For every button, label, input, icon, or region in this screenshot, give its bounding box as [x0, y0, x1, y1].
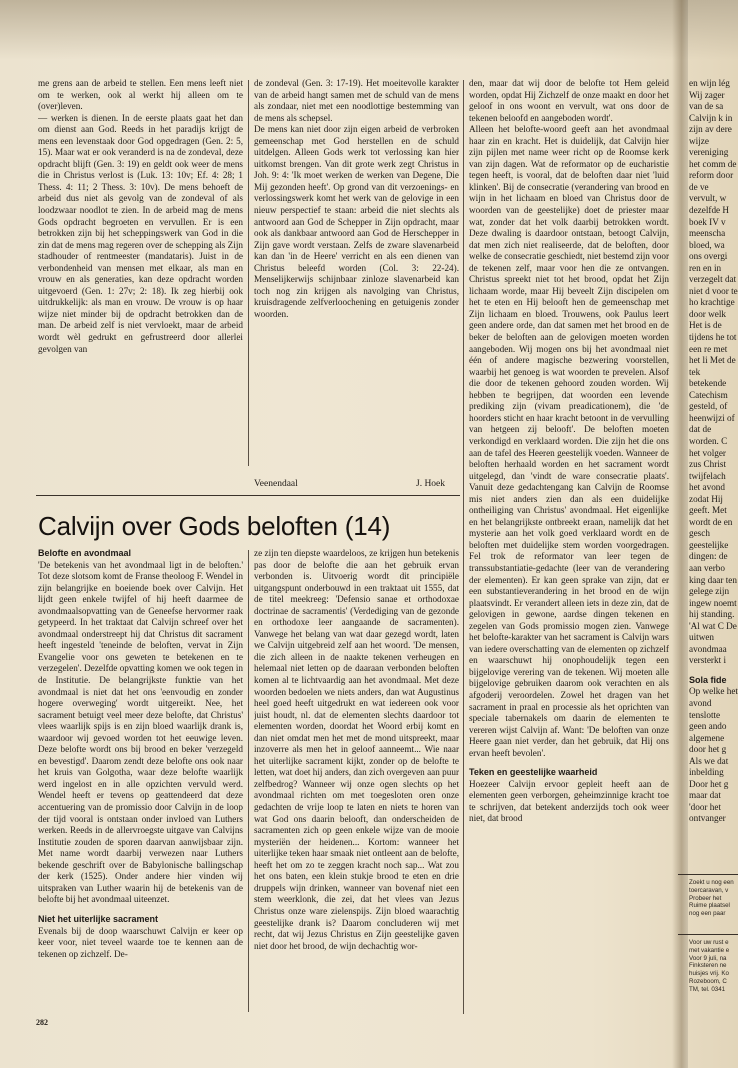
article-author: J. Hoek	[416, 479, 446, 489]
page-fold-shadow	[672, 0, 688, 1068]
article-column-2	[254, 548, 459, 1016]
paragraph: ze zijn ten diepste waardeloos, ze krijgen hun betekenis pas door de belofte die aan het gebruik ervan verbonden is. Uitvoerig wordt dit principiële uitgangspunt onderbouwd in een traktaat uit 1555, dat de titel meekreeg: 'Defensio sanae et orthodoxae doctrinae de sacramentis' (Verdediging van de gezonde en orthodoxe leer aangaande de sacramenten). Vanwege het belang van wat daar gezegd wordt, laten we Calvijn uitgebreid zelf aan het woord. 'De mensen, die zich alleen in de naakte tekenen verheugen en helemaal niet letten op de daaraan verbonden beloften komen al te lichtvaardig aan het avondmaal. Met deze woorden bedoelen we niets anders, dan wat Augustinus heel goed heeft uitgedrukt en wat iedereen ook voor juist houdt, nl. dat de elementen slechts daardoor tot elementen worden, doordat het Woord erbij komt en dan niet omdat men het met de mond uitspreekt, maar inzoverre als men het in geloof aanneemt... Wie naar het uiterlijke sacrament kijkt, zonder op de belofte te letten, wat doet hij anders, dan zich overgeven aan puur zelfbedrog? Wanneer wij onze ogen slechts op het avondmaal richten om met toegesloten oren onze gedachten de vrije loop te laten en niets te horen van wat God ons daarin belooft, dan onderscheiden de sacramenten zich op geen enkele wijze van de mooie mysteriën der heidenen... Kortom: wanneer het uiterlijke teken haar smaak niet ontleent aan de belofte, heeft het om zo te zeggen kracht noch sap... Wat zou het ons baten, een klein stukje brood te eten en drie druppels wijn drinken, wanneer van bovenaf niet een stem weerklonk, die zei, dat het vlees van Jezus Christus onze ware zielenspijs. Zijn bloed waarachtig geestelijke drank is? Daarom concluderen wij met recht, dat wij Jezus Christus en Zijn geestelijke gaven niet door het brood, de wijn dechachtig wor-	[254, 548, 459, 951]
page-number: 282	[36, 1018, 48, 1027]
article-column-1	[38, 548, 243, 1016]
top-article-column-1	[38, 78, 243, 470]
article-column-3	[469, 78, 669, 1016]
section-heading: Teken en geestelijke waarheid	[469, 767, 598, 778]
top-article-column-2	[254, 78, 459, 470]
paragraph: Hoezeer Calvijn ervoor gepleit heeft aan de elementen geen verborgen, geheimzinnige kracht toe te schrijven, dat betekent anderzijds toch ook weer niet, dat brood	[469, 778, 669, 824]
paragraph: me grens aan de arbeid te stellen. Een mens leeft niet om te werken, ook al werkt hij alleen om te (over)leven.	[38, 78, 243, 112]
paragraph: de zondeval (Gen. 3: 17-19). Het moeitevolle karakter van de arbeid hangt samen met de schuld van de mens als zondaar, niet met een noodlottige bestemming van de mens als schepsel.	[254, 78, 459, 123]
paragraph: 'De betekenis van het avondmaal ligt in de beloften.' Tot deze slotsom komt de Franse theoloog F. Wendel in zijn belangrijke en boeiende boek over Calvijn. Het lijdt geen enkele twijfel of hij heeft daarmee de avondmaalsopvatting van de Geneefse hervormer raak getypeerd. In het traktaat dat Calvijn schreef over het avondmaal onderstreept hij dat Christus dit sacrament heeft ingesteld 'teneinde de beloften, vervat in Zijn Evangelie voor ons geweten te betekenen en te verzegelen'. Dezelfde opvatting komen we ook tegen in de Institutie. De belangrijkste funktie van het avondmaal is niet dat het ons 'eenvoudig en zonder hogere overweging' wordt uitgereikt. Nee, het sacrament betuigt veel meer deze belofte, dat Christus' vlees waarlijk spijs is en zijn bloed waarlijk drank is, waardoor wij gevoed worden tot het eeuwige leven. Deze belofte wordt ons bij brood en beker 'verzegeld en bevestigd'. Daarom zendt deze belofte ons ook naar het kruis van Golgotha, waar deze belofte waarlijk werd ingelost en in alle opzichten vervuld werd. Wendel heeft er tevens op geattendeerd dat deze accentuering van de promissio door Calvijn in de loop der tijd vooral is ontstaan onder invloed van Luthers werken. Reeds in de allervroegste uitgave van Calvijns Institutie zouden de sporen daarvan aanwijsbaar zijn. Met name wordt daarbij verwezen naar Luthers bekende geschrift over de Babylonische ballingschap der kerk (1525). Onder andere hier vinden wij uitspraken van Luther waarin hij de betekenis van de belofte bij het avondmaal uiteenzet.	[38, 559, 243, 905]
paragraph: — werken is dienen. In de eerste plaats gaat het dan om dienst aan God. Reeds in het paradijs krijgt de mens een levenstaak door God opgedragen (Gen. 2: 5, 15). Maar wat er ook veranderd is na de zondeval, deze opdracht blijft (Gen. 3: 19) en geldt ook weer de mens die in Christus verlost is (Luk. 13: 10v; Ef. 4: 28; 1 Thess. 4: 11; 2 Thess. 3: 10v). De mens behoeft de arbeid dus niet als gevolg van de zondeval of als loodzwaar noodlot te zien. In de arbeid mag de mens Gods opdracht begroeten en vervullen. Er is een betrokken zijn bij het scheppingswerk van God in die zin dat de mens mag regeren over de schepping als Zijn stadhouder of rentmeester (mandataris). Juist in de verbondenheid van mensen met elkaar, als man en vrouw en als generaties, kan deze opdracht worden uitgevoerd (Gen. 1: 27v; 2: 18). Ik zeg hierbij ook uitdrukkelijk: als man en vrouw. De vrouw is op haar wijze niet minder bij de opdracht betrokken dan de man. De arbeid zelf is niet vervloekt, maar de arbeid wordt wèl gedrukt en gefrustreerd door allerlei gevolgen van	[38, 112, 243, 354]
article-title: Calvijn over Gods beloften (14)	[38, 511, 391, 541]
ad-separator	[678, 934, 738, 935]
classified-ad-1: Zoekt u nog een toercaravan, v Probeer het Ruime plaatsel nog een paar	[689, 879, 734, 918]
paragraph: den, maar dat wij door de belofte tot Hem geleid worden, opdat Hij Zichzelf de onze maakt en door het geloof in ons woont en vervult, wat ons door de tekenen beloofd en aangeboden wordt'.	[469, 78, 669, 123]
section-heading: Sola fide	[689, 674, 727, 685]
section-heading: Belofte en avondmaal	[38, 548, 132, 558]
article-separator	[36, 495, 460, 496]
paragraph: Evenals bij de doop waarschuwt Calvijn er keer op keer voor, niet teveel waarde toe te kennen aan de tekenen op zichzelf. De-	[38, 925, 243, 959]
column-divider	[248, 80, 249, 466]
next-page-column-cutoff	[689, 78, 738, 868]
page-top-shadow	[0, 0, 738, 60]
article-place: Veenendaal	[254, 479, 298, 489]
classified-ad-2: Voor uw rust e met vakantie e Voor 9 juli, na Finksteren ne huisjes vrij. Ko Rozeboom, C TM, tel. 0341	[689, 939, 730, 993]
column-divider	[248, 550, 249, 1012]
ad-separator	[678, 874, 738, 875]
column-divider	[463, 80, 464, 1014]
section-heading: Niet het uiterlijke sacrament	[38, 913, 159, 924]
paragraph: Alleen het belofte-woord geeft aan het avondmaal haar zin en kracht. Het is duidelijk, dat Calvijn hier zijn pijlen met name weer richt op de Roomse kerk van zijn dagen. Wat de reformator op de eucharistie tegen heeft, is vooral, dat de beloften daar niet 'luid klinken'. Bij de consecratie (verandering van brood en wijn in het lichaam en bloed van Christus door de woorden van de geestelijke) doet de priester maar wat, zonder dat het volk daarbij betrokken wordt. Deze dwaling is daardoor ontstaan, betoogt Calvijn, dat men zich niet realiseerde, dat de beloften, door welke de consecratie geschiedt, niet bestemd zijn voor de tekenen zelf, maar voor hen die ze ontvangen. Christus spreekt niet tot het brood, opdat het Zijn lichaam worde, maar Hij beveelt Zijn discipelen om het te eten en Hij belooft hen de gemeenschap met Zijn lichaam en bloed. Trouwens, ook Paulus leert geen andere orde, dan dat samen met het brood en de beker de beloften aan de gelovigen moeten worden aangeboden. Wij mogen ons bij het avondmaal niet één of andere magische bezwering voorstellen, waarbij het genoeg is wat woorden te prevelen. Alsof die door de tekenen gehoord zouden worden. Wij hebben te begrijpen, dat woorden een levende prediking zijn (vivam preadicationem), die 'de hoorders sticht en haar kracht betoont in de vervulling van hetgeen zij belooft'. De beloften moeten verkondigd en verklaard worden. Die zijn het die ons aan de tafel des Heeren geestelijk voeden. Wanneer de beloften herhaald worden en het sacrament wordt uitgelegd, dan 'vindt de ware consecratie plaats'. Vanuit deze gedachtengang kan Calvijn de Roomse mis niet anders zien dan als een duidelijke ontheiliging van Christus' avondmaal. Het eigenlijke en het belangrijkste ontbreekt eraan, namelijk dat het mysterie aan het volk goed verklaard wordt en de beloften met duidelijke stem worden voorgedragen. Fel trok de reformator van leer tegen de transsubstantiatie-gedachte (leer van de verandering der elementen). Er kan geen sprake van zijn, dat er een substantieverandering in het brood en de wijn plaatsvindt. Er verandert alleen iets in deze zin, dat de gelovigen in gewone, aardse dingen tekenen en zegelen van Gods promissio mogen zien. Vanwege het belofte-karakter van het sacrament is Calvijn wars van iedere overschatting van de elementen op zichzelf en waarschuwt hij onophoudelijk tegen een bijgelovige verering van de tekenen. Wij moeten alle bijgelovige gebruiken daarom ook verachten en als afgoderij veroordelen. Zowel het dragen van het sacrament in praal en processie als het oprichten van speciale tabernakels om daarin de elementen te vereren wijst Calvijn af. Want: 'De beloften van onze Heere gaan niet verder, dan het gebruik, dat Hij ons ervan heeft bevolen'.	[469, 124, 669, 758]
paragraph: De mens kan niet door zijn eigen arbeid de verbroken gemeenschap met God herstellen en de schuld uitdelgen. Alleen Gods werk tot verlossing kan hier uitkomst brengen. Van dit grote werk zegt Christus in Joh. 9: 4: 'Ik moet werken de werken van Degene, Die Mij gezonden heeft'. Op grond van dit verzoenings- en verlossingswerk komt het werk van de gelovige in een nieuw perspectief te staan: arbeid die niet slechts als antwoord aan God de Schepper in Zijn opdracht, maar ook als dankbaar antwoord aan God de Herschepper in Zijn gave wordt verstaan. Zelfs de zware slavenarbeid kan dan 'in de Heere' verricht en als een dienen van Christus beleefd worden (Col. 3: 22-24). Menselijkerwijs schijnbaar zinloze slavenarbeid kan toch nog zin krijgen als navolging van Christus, kruisdragende zelfverloochening en getuigenis zonder woorden.	[254, 124, 459, 319]
paragraph: en wijn lég Wij zager van de sa Calvijn k in zijn av dere wijze vereniging het comm de reform door de ve vervult, w dezelfde H boek IV v meenscha bloed, wa ons overgi ren en in verzegelt dat niet d voor te ho krachtige door welk Het is de tijdens he tot een re met het li Met de tek betekende Catechism gesteld, of heenwijzi of dat de worden. C het volger zus Christ twijfelach het avond zodat Hij geeft. Met wordt de en gesch geestelijke dingen: de aan verbo king daar ten gelege zijn ingew noemt hij standing. 'Al wat C De uitwen avondmaa versterkt i	[689, 78, 738, 666]
paragraph: Op welke het avond tenslotte geen ando algemene door het g Als we dat inbelding Door het g maar dat 'door het ontvanger	[689, 686, 738, 824]
